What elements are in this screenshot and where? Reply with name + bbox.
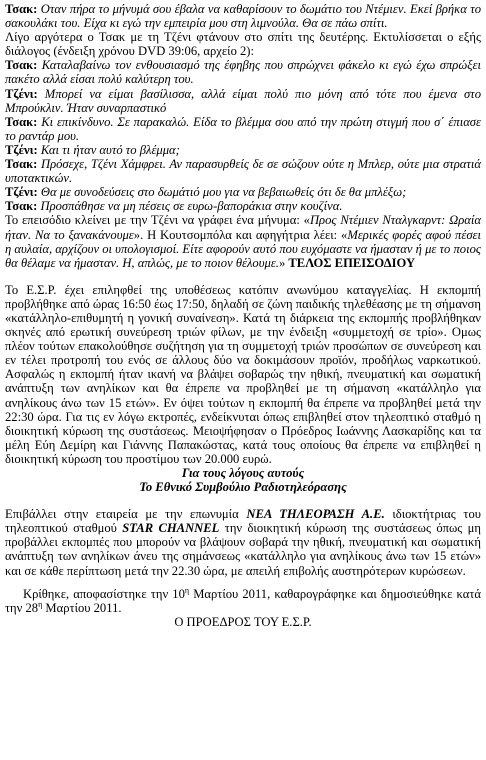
decision-text-2: ιδιοκτήτριας του τηλεοπτικού σταθμού bbox=[5, 507, 481, 536]
speaker: Τσακ: bbox=[5, 157, 38, 172]
decision-heading-1: Για τους λόγους αυτούς bbox=[181, 466, 305, 480]
dialogue-text: Και τι ήταν αυτό το βλέμμα; bbox=[40, 142, 180, 157]
closing-b-sup: η bbox=[38, 599, 43, 609]
episode-ending bbox=[5, 213, 481, 269]
closing-b: Μαρτίου 2011, καθαρογράφηκε και δημοσιεύθηκε κατά την 28 bbox=[5, 586, 481, 615]
dialogue-line bbox=[5, 185, 481, 199]
dialogue-text: Κι επικίνδυνο. Σε παρακαλώ. Είδα το βλέμμα σου από την πρώτη στιγμή που σ΄ έπιασε το ραντάρ μου. bbox=[5, 114, 481, 143]
closing-paragraph bbox=[5, 587, 481, 615]
closing-a-sup: η bbox=[184, 585, 190, 595]
episode-end-label: ΤΕΛΟΣ ΕΠΕΙΣΟΔΙΟΥ bbox=[288, 255, 416, 270]
speaker: Τζένι: bbox=[5, 86, 38, 101]
dialogue-line bbox=[5, 87, 481, 115]
dialogue-text: Μπορεί να είμαι βασίλισσα, αλλά είμαι πολύ πιο μόνη από τότε που έμενα στο Μπρούκλιν. Ήταν συναρπαστικό bbox=[5, 86, 481, 115]
episode-mid: ». Η Κουτσομπόλα και αφηγήτρια λέει: « bbox=[133, 227, 348, 242]
narration: Λίγο αργότερα ο Τσακ με τη Τζένι φτάνουν στο σπίτι της δευτέρης. Εκτυλίσσεται ο εξής διάλογος (ένδειξη χρόνου DVD 39:06, αρχείο 2): bbox=[5, 30, 481, 59]
company-name: ΝΕΑ ΤΗΛΕΟΡΑΣΗ Α.Ε. bbox=[246, 507, 385, 522]
decision-heading-2: Το Εθνικό Συμβούλιο Ραδιοτηλεόρασης bbox=[139, 480, 347, 495]
narrator-quote: Μερικές φορές αφού πέσει η αυλαία, αρχίζουν οι υπολογισμοί. Είτε αφορούν αυτό που ευχόμαστε να ήμασταν ή με το ποιος θα θέλαμε να ήμασταν. Η, απλώς, με το ποιον θέλουμε. bbox=[5, 227, 481, 270]
dialogue-line bbox=[5, 58, 481, 86]
dialogue-line bbox=[5, 2, 481, 30]
speaker: Τσακ: bbox=[5, 58, 38, 73]
station-name: STAR CHANNEL bbox=[122, 521, 220, 536]
episode-tail: » bbox=[278, 255, 286, 270]
findings-paragraph: Το Ε.Σ.Ρ. έχει επιληφθεί της υποθέσεως κατόπιν ανωνύμου καταγγελίας. Η εκπομπή προβλήθηκε από ώρας 16:50 έως 17:50, δηλαδή σε ζώνη παιδικής τηλεθέασης με τη σήμανση «κατάλληλο-επιθυμητή η γονική συναίνεση». Κατά τη διάρκεια της εκπομπής προβλήθηκαν σκηνές από ερωτική συνεύρεση τριών φίλων, με την ένδειξη «συμμετοχή σε τρίο». Ομως πλέον τούτων επακολούθησε συζήτηση για τη συμμετοχή τριών προσώπων σε συνεύρεση και εν τέλει προτροπή του ενός σε άλλους δύο να δοκιμάσουν προϊόν, προδήλως ναρκωτικού. Ασφαλώς η εκπομπή ήταν ικανή να βλάψει σοβαρώς την ηθική, πνευματική και σωματική ανάπτυξη των ανηλίκων και θα έπρεπε να προβληθεί με τη σήμανση «κατάλληλο για ανηλίκους άνω των 15 ετών». Εν όψει τούτων η εκπομπή θα έπρεπε να προβληθεί μετά την 22:30 ώρα. Για τις εν λόγω εκτροπές, ενδείκνυται όπως επιβληθεί στον τηλεοπτικό σταθμό η διοικητική κύρωση της συστάσεως. Μειοψήφησαν ο Πρόεδρος Ιωάννης Λασκαρίδης και τα μέλη Εύη Δεμίρη και Γιάννης Παπακώστας, κατά τους οποίους θα έπρεπε να επιβληθεί η διοικητική κύρωση του προστίμου των 20.000 ευρώ. bbox=[5, 282, 481, 466]
speaker: Τζένι: bbox=[5, 185, 38, 200]
dialogue-line bbox=[5, 115, 481, 143]
dialogue-line bbox=[5, 199, 481, 213]
decision-text-3: την διοικητική κύρωση της συστάσεως όπως μη προβάλλει εκπομπές που μπορούν να βλάψουν σοβαρά την ηθική, πνευματική και σωματική ανάπτυξη των ανηλίκων άνευ της σημάνσεως «κατάλληλο για ανηλίκους άνω των 15 ετών» και σε κάθε περίπτωση μετά την 22.30 ώρα, με απειλή επιβολής αυστηρότερων κυρώσεων. bbox=[5, 521, 482, 578]
dialogue-line bbox=[5, 157, 481, 185]
speaker: Τσακ: bbox=[5, 199, 38, 214]
signature: Ο ΠΡΟΕΔΡΟΣ ΤΟΥ Ε.Σ.Ρ. bbox=[174, 614, 312, 629]
dialogue-text: Πρόσεχε, Τζένι Χάμφρει. Αν παρασυρθείς δε σε σώζουν ούτε η Μπλερ, ούτε μια στρατιά υποτακτικών. bbox=[5, 157, 481, 186]
episode-quote: Προς Ντέμιεν Νταλγκαρντ: Ωραία ήταν. Να το ξανακάνουμε bbox=[5, 213, 481, 242]
decision-text-1: Επιβάλλει στην εταιρεία με την επωνυμία bbox=[5, 507, 247, 522]
closing-a: Κρίθηκε, αποφασίστηκε την 10 bbox=[23, 586, 185, 601]
dialogue-text: Οταν πήρα το μήνυμά σου έβαλα να καθαρίσουν το δωμάτιο του Ντέμιεν. Εκεί βρήκα το σακουλάκι του. Είχα κι εγώ την εμπειρία μου στη λιμνούλα. Θα σε πάω σπίτι. bbox=[5, 2, 481, 31]
speaker: Τσακ: bbox=[5, 114, 38, 129]
closing-c: Μαρτίου 2011. bbox=[42, 600, 122, 615]
dialogue-text: Προσπάθησε να μη πέσεις σε ευρω-βαποράκια στην κουζίνα. bbox=[40, 199, 343, 214]
speaker: Τζένι: bbox=[5, 142, 38, 157]
episode-lead: Το επεισόδιο κλείνει με την Τζένι να γράφει ένα μήνυμα: « bbox=[5, 213, 310, 228]
speaker: Τσακ: bbox=[5, 2, 38, 16]
decision-paragraph bbox=[5, 507, 481, 577]
dialogue-line bbox=[5, 143, 481, 157]
dialogue-text: Καταλαβαίνω τον ενθουσιασμό της έφηβης που σπρώχνει φάκελο κι εγώ έχω σπρώξει πακέτο αλλά είσαι πολύ καλύτερη του. bbox=[5, 58, 481, 87]
dialogue-text: Θα με συνοδεύσεις στο δωμάτιό μου για να βεβαιωθείς ότι δε θα μπλέξω; bbox=[40, 185, 407, 200]
